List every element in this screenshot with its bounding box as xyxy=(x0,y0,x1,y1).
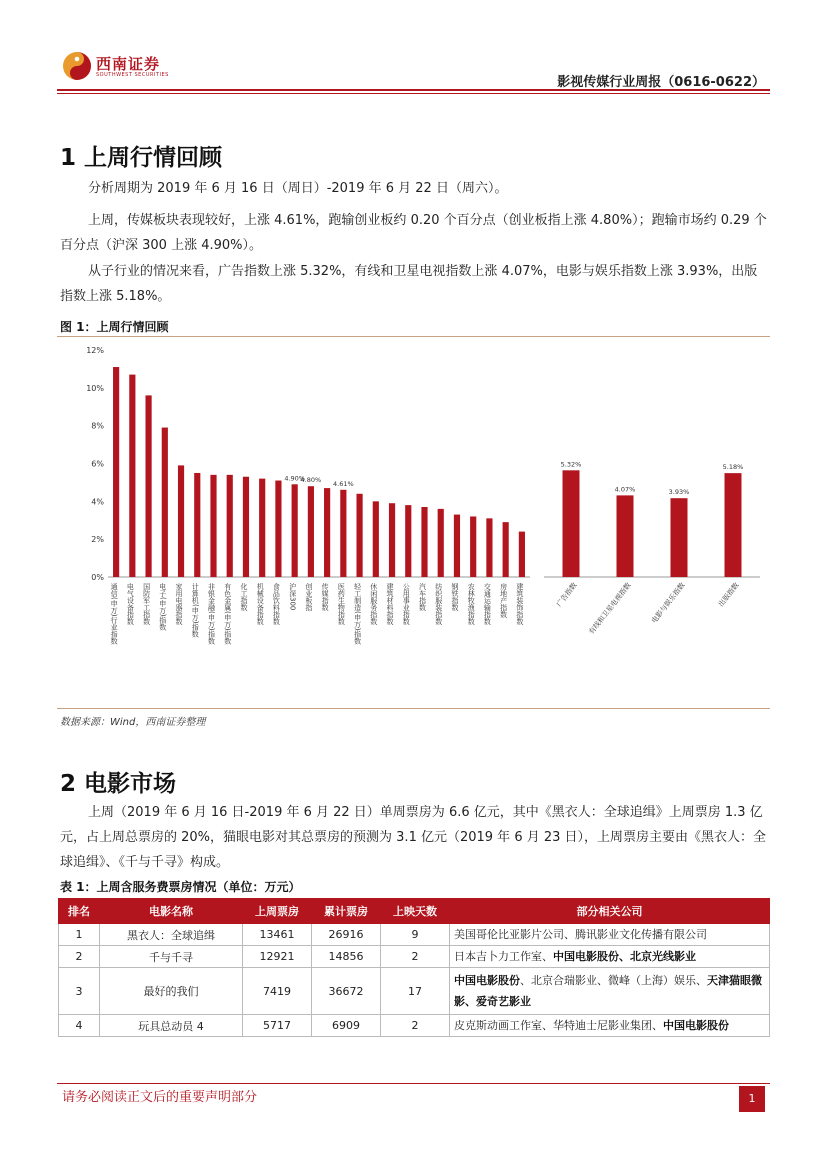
bar xyxy=(308,486,314,577)
bar xyxy=(324,488,330,577)
company-name-highlighted: 中国电影股份 xyxy=(454,974,520,987)
bar xyxy=(421,507,427,577)
section-1-paragraph-1 xyxy=(60,176,768,201)
table-row xyxy=(59,968,770,1015)
data-label: 3.93% xyxy=(668,488,690,497)
footer-divider xyxy=(57,1083,770,1084)
x-category-label: 农林牧渔指数 xyxy=(467,583,476,625)
bar xyxy=(275,481,281,577)
header-divider xyxy=(57,89,770,91)
table-row xyxy=(59,924,770,946)
footer-notice: 请务必阅读正文后的重要声明部分 xyxy=(62,1090,258,1105)
header-week-box-office: 上周票房 xyxy=(243,899,312,924)
x-category-label: 家用电器指数 xyxy=(175,583,184,625)
bar xyxy=(178,465,184,577)
x-category-label: 建筑材料指数 xyxy=(386,583,395,625)
bar xyxy=(563,470,580,577)
company-name: 、北京合瑞影业、微峰（上海）娱乐、 xyxy=(520,974,707,987)
header-film: 电影名称 xyxy=(100,899,243,924)
bar xyxy=(129,375,135,577)
cell-days: 2 xyxy=(381,1015,450,1037)
bar xyxy=(194,473,200,577)
cell-total-box-office: 26916 xyxy=(312,924,381,946)
market-review-bar-chart xyxy=(60,340,540,705)
x-category-label: 传媒指数 xyxy=(321,583,330,611)
section-2-paragraph-1 xyxy=(60,800,768,875)
header-rank: 排名 xyxy=(59,899,100,924)
cell-rank: 3 xyxy=(59,968,100,1015)
bar xyxy=(373,501,379,577)
x-category-label: 通信(申万)行业指数 xyxy=(110,583,119,645)
header-days: 上映天数 xyxy=(381,899,450,924)
bar xyxy=(340,490,346,577)
x-category-label: 广告指数 xyxy=(555,581,579,609)
x-category-label: 电子(申万)指数 xyxy=(158,583,167,631)
figure-top-rule xyxy=(57,336,770,337)
bar xyxy=(725,473,742,577)
cell-companies xyxy=(450,924,770,946)
logo-emblem-icon xyxy=(62,51,92,81)
header-divider-thin xyxy=(57,93,770,94)
y-tick-label: 12% xyxy=(86,346,104,355)
cell-companies xyxy=(450,968,770,1015)
paragraph-text: 上周（2019 年 6 月 16 日-2019 年 6 月 22 日）单周票房为 6.6 亿元，其中《黑衣人：全球追缉》上周票房 1.3 亿元，占上周总票房的 20%，猫眼电影对其总票房的预测为 3.1 亿元（2019 年 6 月 23 日），上周票房主要由《黑衣人：全球追缉》、《千与千寻》构成。 xyxy=(60,805,767,870)
bar xyxy=(145,395,151,577)
bar xyxy=(671,498,688,577)
company-name: 日本吉卜力工作室、 xyxy=(454,950,553,963)
bar xyxy=(210,475,216,577)
figure-source: 数据来源：Wind，西南证券整理 xyxy=(60,717,206,728)
y-tick-label: 10% xyxy=(86,383,104,393)
paragraph-text: 分析周期为 2019 年 6 月 16 日（周日）-2019 年 6 月 22 日（周六）。 xyxy=(88,181,508,196)
cell-film: 黑衣人：全球追缉 xyxy=(100,924,243,946)
x-category-label: 电气设备指数 xyxy=(126,583,135,625)
cell-companies xyxy=(450,946,770,968)
section-1-paragraph-2 xyxy=(60,208,768,258)
data-label: 4.80% xyxy=(300,476,322,485)
section-2-heading: 2 电影市场 xyxy=(60,771,177,797)
x-category-label: 沪深300 xyxy=(288,583,297,611)
bar xyxy=(162,428,168,577)
cell-film: 千与千寻 xyxy=(100,946,243,968)
x-category-label: 有线和卫星电视指数 xyxy=(587,581,633,636)
box-office-table xyxy=(58,898,770,1037)
data-label: 4.90% xyxy=(284,474,305,483)
cell-total-box-office: 36672 xyxy=(312,968,381,1015)
x-category-label: 房地产指数 xyxy=(499,583,508,618)
paragraph-text: 从子行业的情况来看，广告指数上涨 5.32%，有线和卫星电视指数上涨 4.07%，电影与娱乐指数上涨 3.93%，出版指数上涨 5.18%。 xyxy=(60,264,758,304)
x-category-label: 建筑装饰指数 xyxy=(515,583,524,625)
logo-english-name: SOUTHWEST SECURITIES xyxy=(96,72,169,78)
cell-film: 最好的我们 xyxy=(100,968,243,1015)
bar xyxy=(356,494,362,577)
cell-rank: 4 xyxy=(59,1015,100,1037)
x-category-label: 化工指数 xyxy=(239,583,248,611)
logo-chinese-name: 西南证券 xyxy=(96,55,161,73)
cell-week-box-office: 13461 xyxy=(243,924,312,946)
bar xyxy=(503,522,509,577)
table-1-title: 表 1：上周含服务费票房情况（单位：万元） xyxy=(60,880,301,894)
data-label: 5.32% xyxy=(560,460,582,469)
company-name: 皮克斯动画工作室、华特迪士尼影业集团、 xyxy=(454,1019,663,1032)
cell-rank: 1 xyxy=(59,924,100,946)
cell-total-box-office: 6909 xyxy=(312,1015,381,1037)
report-title: 影视传媒行业周报（0616-0622） xyxy=(557,75,765,90)
paragraph-text: 上周，传媒板块表现较好，上涨 4.61%，跑输创业板约 0.20 个百分点（创业板指上涨 4.80%）；跑输市场约 0.29 个百分点（沪深 300 上涨 4.90%）。 xyxy=(60,213,767,253)
x-category-label: 交通运输指数 xyxy=(483,583,492,625)
bar xyxy=(470,516,476,577)
y-tick-label: 8% xyxy=(91,421,104,431)
data-label: 4.61% xyxy=(333,479,354,488)
x-category-label: 轻工制造(申万)指数 xyxy=(353,583,362,645)
bar xyxy=(617,495,634,577)
cell-week-box-office: 5717 xyxy=(243,1015,312,1037)
table-row xyxy=(59,946,770,968)
y-tick-label: 0% xyxy=(91,573,104,582)
company-name-highlighted: 中国电影股份、北京光线影业 xyxy=(553,950,696,963)
x-category-label: 有色金属(申万)指数 xyxy=(223,583,232,645)
cell-week-box-office: 12921 xyxy=(243,946,312,968)
table-row xyxy=(59,1015,770,1037)
company-logo xyxy=(62,51,172,83)
bar xyxy=(292,484,298,577)
y-tick-label: 2% xyxy=(91,535,104,545)
x-category-label: 国防军工指数 xyxy=(142,583,151,625)
bar xyxy=(113,367,119,577)
data-label: 5.18% xyxy=(722,463,744,472)
cell-days: 17 xyxy=(381,968,450,1015)
bar xyxy=(454,515,460,577)
x-category-label: 休闲服务指数 xyxy=(369,583,378,625)
page-number: 1 xyxy=(739,1086,765,1112)
y-tick-label: 6% xyxy=(91,459,104,469)
table-header-row xyxy=(59,899,770,924)
x-category-label: 公用事业指数 xyxy=(402,583,411,625)
company-name-highlighted: 天津猫眼微影、爱奇艺影业 xyxy=(454,974,762,1008)
cell-total-box-office: 14856 xyxy=(312,946,381,968)
x-category-label: 食品饮料指数 xyxy=(272,583,281,625)
x-category-label: 纺织服装指数 xyxy=(434,583,443,625)
header-total-box-office: 累计票房 xyxy=(312,899,381,924)
bar xyxy=(486,518,492,577)
bar xyxy=(243,477,249,577)
bar xyxy=(405,505,411,577)
section-1-heading: 1 上周行情回顾 xyxy=(60,145,223,171)
cell-week-box-office: 7419 xyxy=(243,968,312,1015)
bar xyxy=(259,479,265,577)
x-category-label: 非银金融(申万)指数 xyxy=(207,583,216,645)
x-category-label: 钢铁指数 xyxy=(450,583,459,611)
figure-bottom-rule xyxy=(57,708,770,709)
x-category-label: 汽车指数 xyxy=(418,583,427,611)
cell-companies xyxy=(450,1015,770,1037)
section-1-paragraph-3 xyxy=(60,259,768,309)
x-category-label: 电影与娱乐指数 xyxy=(650,581,687,625)
y-tick-label: 4% xyxy=(91,497,104,507)
cell-rank: 2 xyxy=(59,946,100,968)
cell-days: 2 xyxy=(381,946,450,968)
bar xyxy=(227,475,233,577)
cell-days: 9 xyxy=(381,924,450,946)
bar xyxy=(438,509,444,577)
x-category-label: 计算机(申万)指数 xyxy=(191,583,200,638)
figure-1-title: 图 1：上周行情回顾 xyxy=(60,320,169,334)
x-category-label: 出版指数 xyxy=(717,581,741,609)
x-category-label: 机械设备指数 xyxy=(256,583,265,625)
x-category-label: 创业板指 xyxy=(304,583,313,611)
company-name-highlighted: 中国电影股份 xyxy=(663,1019,729,1032)
cell-film: 玩具总动员 4 xyxy=(100,1015,243,1037)
bar xyxy=(519,532,525,577)
subsector-bar-chart xyxy=(540,340,768,705)
header-companies: 部分相关公司 xyxy=(450,899,770,924)
x-category-label: 医药生物指数 xyxy=(337,583,346,625)
data-label: 4.07% xyxy=(614,485,636,494)
bar xyxy=(389,503,395,577)
company-name: 美国哥伦比亚影片公司、腾讯影业文化传播有限公司 xyxy=(454,928,707,941)
